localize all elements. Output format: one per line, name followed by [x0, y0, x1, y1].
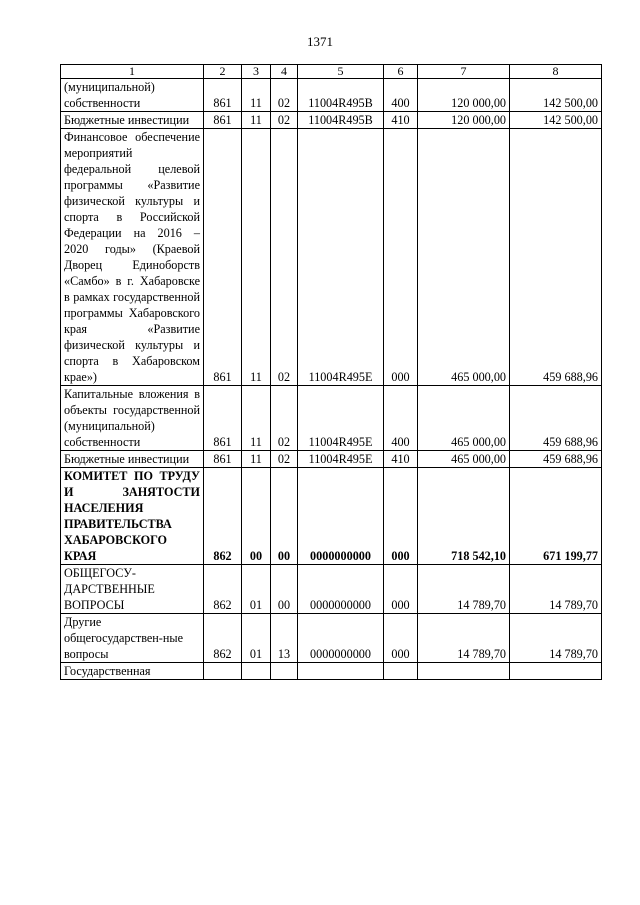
- amount-col7: 718 542,10: [418, 468, 510, 565]
- ministry-code: 862: [204, 468, 242, 565]
- ministry-code: 861: [204, 129, 242, 386]
- table-row: [61, 129, 602, 386]
- amount-col8: [510, 663, 602, 680]
- column-header: 7: [418, 65, 510, 79]
- amount-col7: [418, 663, 510, 680]
- section-code: 11: [242, 386, 271, 451]
- table-row: [61, 614, 602, 663]
- item-name: (муниципальной) собственности: [61, 79, 204, 112]
- column-header: 8: [510, 65, 602, 79]
- amount-col7: 14 789,70: [418, 614, 510, 663]
- amount-col8: 14 789,70: [510, 614, 602, 663]
- expense-type-code: 410: [384, 112, 418, 129]
- subsection-code: 00: [271, 468, 298, 565]
- section-code: [242, 663, 271, 680]
- amount-col8: 459 688,96: [510, 451, 602, 468]
- item-name: Бюджетные инвестиции: [61, 451, 204, 468]
- budget-table: [60, 64, 602, 680]
- table-row: [61, 468, 602, 565]
- section-code: 01: [242, 565, 271, 614]
- page-number: 1371: [307, 34, 333, 49]
- ministry-code: 861: [204, 112, 242, 129]
- table-row: [61, 451, 602, 468]
- amount-col8: 142 500,00: [510, 79, 602, 112]
- column-header: 5: [298, 65, 384, 79]
- expense-type-code: 000: [384, 614, 418, 663]
- subsection-code: 02: [271, 112, 298, 129]
- item-name: Государственная: [61, 663, 204, 680]
- target-code: 11004R495B: [298, 112, 384, 129]
- item-name: Финансовое обеспечение мероприятий федеральной целевой программы «Развитие физической культуры и спорта в Российской Федерации на 2016 – 2020 годы» (Краевой Дворец Единоборств «Самбо» в г. Хабаровске в рамках государственной программы Хабаровского края «Развитие физической культуры и спорта в Хабаровском крае»): [61, 129, 204, 386]
- column-header: 2: [204, 65, 242, 79]
- amount-col8: 459 688,96: [510, 386, 602, 451]
- amount-col8: 671 199,77: [510, 468, 602, 565]
- subsection-code: 02: [271, 386, 298, 451]
- expense-type-code: 400: [384, 79, 418, 112]
- table-row: [61, 79, 602, 112]
- ministry-code: 861: [204, 79, 242, 112]
- ministry-code: 862: [204, 565, 242, 614]
- expense-type-code: 000: [384, 129, 418, 386]
- column-header: 4: [271, 65, 298, 79]
- subsection-code: 02: [271, 129, 298, 386]
- section-code: 01: [242, 614, 271, 663]
- target-code: [298, 663, 384, 680]
- amount-col7: 120 000,00: [418, 79, 510, 112]
- target-code: 11004R495E: [298, 386, 384, 451]
- amount-col7: 465 000,00: [418, 451, 510, 468]
- amount-col8: 459 688,96: [510, 129, 602, 386]
- ministry-code: [204, 663, 242, 680]
- table-row: [61, 112, 602, 129]
- column-header: 1: [61, 65, 204, 79]
- item-name: Капитальные вложения в объекты государственной (муниципальной) собственности: [61, 386, 204, 451]
- item-name: КОМИТЕТ ПО ТРУДУ И ЗАНЯТОСТИ НАСЕЛЕНИЯ ПРАВИТЕЛЬСТВА ХАБАРОВСКОГО КРАЯ: [61, 468, 204, 565]
- table-header-row: [61, 65, 602, 79]
- target-code: 0000000000: [298, 565, 384, 614]
- expense-type-code: 000: [384, 565, 418, 614]
- section-code: 11: [242, 112, 271, 129]
- target-code: 11004R495B: [298, 79, 384, 112]
- table-row: [61, 565, 602, 614]
- table-row: [61, 386, 602, 451]
- amount-col8: 14 789,70: [510, 565, 602, 614]
- item-name: ОБЩЕГОСУ-ДАРСТВЕННЫЕ ВОПРОСЫ: [61, 565, 204, 614]
- table-row: [61, 663, 602, 680]
- section-code: 11: [242, 79, 271, 112]
- expense-type-code: 410: [384, 451, 418, 468]
- target-code: 11004R495E: [298, 451, 384, 468]
- target-code: 0000000000: [298, 614, 384, 663]
- amount-col8: 142 500,00: [510, 112, 602, 129]
- amount-col7: 14 789,70: [418, 565, 510, 614]
- target-code: 11004R495E: [298, 129, 384, 386]
- ministry-code: 861: [204, 451, 242, 468]
- column-header: 6: [384, 65, 418, 79]
- item-name: Бюджетные инвестиции: [61, 112, 204, 129]
- amount-col7: 120 000,00: [418, 112, 510, 129]
- item-name: Другие общегосударствен-ные вопросы: [61, 614, 204, 663]
- expense-type-code: 000: [384, 468, 418, 565]
- column-header: 3: [242, 65, 271, 79]
- subsection-code: 13: [271, 614, 298, 663]
- subsection-code: 02: [271, 79, 298, 112]
- subsection-code: [271, 663, 298, 680]
- ministry-code: 861: [204, 386, 242, 451]
- subsection-code: 02: [271, 451, 298, 468]
- section-code: 00: [242, 468, 271, 565]
- section-code: 11: [242, 129, 271, 386]
- ministry-code: 862: [204, 614, 242, 663]
- subsection-code: 00: [271, 565, 298, 614]
- amount-col7: 465 000,00: [418, 386, 510, 451]
- expense-type-code: [384, 663, 418, 680]
- section-code: 11: [242, 451, 271, 468]
- target-code: 0000000000: [298, 468, 384, 565]
- amount-col7: 465 000,00: [418, 129, 510, 386]
- expense-type-code: 400: [384, 386, 418, 451]
